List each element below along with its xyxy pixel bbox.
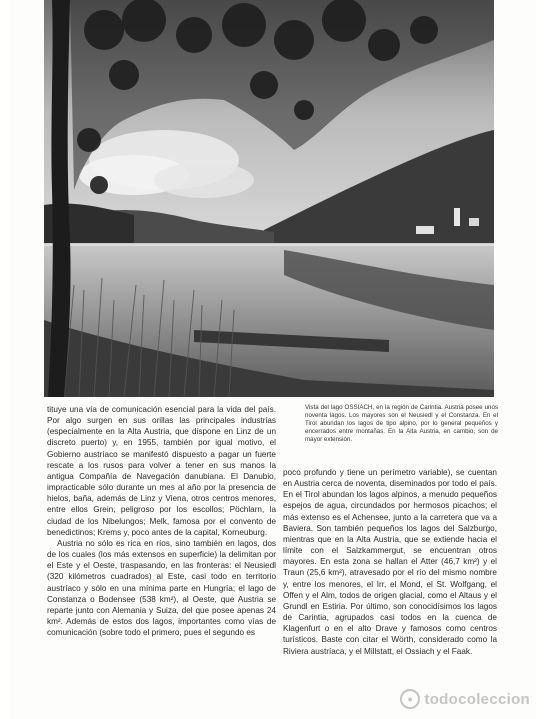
left-paragraph-1: tituye una vía de comunicación esencial para la vida del país. Por algo surgen en sus orillas las principales industrias (especialmente en la Alta Austria, que dispone en Linz de un discreto puerto) y, en 1955, también por igual motivo, el Gobierno austríaco se manifestó dispuesto a pagar un fuerte rescate a los rusos para volver a tener en sus manos la antigua Compañía de Navegación danubiana. El Danubio, impracticable sólo durante un mes al año por la presencia de hielos, baña, además de Linz y Viena, otros centros menores, entre ellos Grein, peligroso por los escollos; Pöchlarn, la ciudad de los Nibelungos; Melk, famosa por el convento de benedictinos; Krems y, poco antes de la capital, Korneuburg. (47, 405, 276, 537)
watermark-text: todocoleccion (424, 690, 530, 708)
left-text-column (47, 404, 276, 638)
left-paragraph-2: Austria no sólo es rica en ríos, sino también en lagos, dos de los cuales (los más extensos en superficie) la delimitan por el Este y el Oeste, traspasando, en las fronteras: el Neusiedl (320 kilómetros cuadrados) al Este, casi todo en territorio austríaco y sólo en una mínima parte en Hungría; el lago de Constanza o Bodensee (538 km²), al Oeste, que Austria se reparte junto con Alemania y Suiza, del que posee apenas 24 km². Además de estos dos lagos, importantes como vías de comunicación (sobre todo el primero, pues el segundo es (47, 538, 276, 638)
watermark-logo-icon: ● (400, 689, 420, 709)
lake-landscape-photo (44, 0, 494, 397)
caption-text: Vista del lago OSSIACH, en la región de Carintia. Austria posee unos noventa lagos. Los mayores son el Neusiedl y el Constanza. En el Tirol abundan los lagos de tipo alpino, por lo general pequeños y encerrados entre montañas. En la Alta Austria, en cambio, son de mayor extensión. (305, 404, 498, 443)
lake-landscape-illustration (44, 0, 494, 397)
right-text-column (283, 467, 497, 657)
watermark (400, 689, 530, 709)
photo-caption (305, 404, 498, 444)
right-paragraph-1: poco profundo y tiene un perímetro variable), se cuentan en Austria cerca de noventa, diseminados por todo el país. En el Tirol abundan los lagos alpinos, a menudo pequeños espejos de agua, circundados por hermosos picachos; el más extenso es el Achensee, junto a la carretera que va a Baviera. Son también pequeños los lagos del Salzburgo, mientras que en la Alta Austria, que se extiende hacia el límite con el Salzkammergut, se encuentran otros mayores. En esta zona se hallan el Atter (46,7 km²) y el Traun (25,6 km²), atravesado por el río del mismo nombre y, entre los menores, el Irr, el Mond, el St. Wolfgang, el Offen y el Alm, todos de origen glacial, como el Altaus y el Grundl en Estiria. Por último, son conocidísimos los lagos de Carintia, agrupados casi todos en la cuenca de Klagenfurt o en el alto Drave y famosos como centros turísticos. Baste con citar el Wörth, considerado como la Riviera austríaca, y el Millstatt, el Ossiach y el Faak. (283, 468, 497, 656)
